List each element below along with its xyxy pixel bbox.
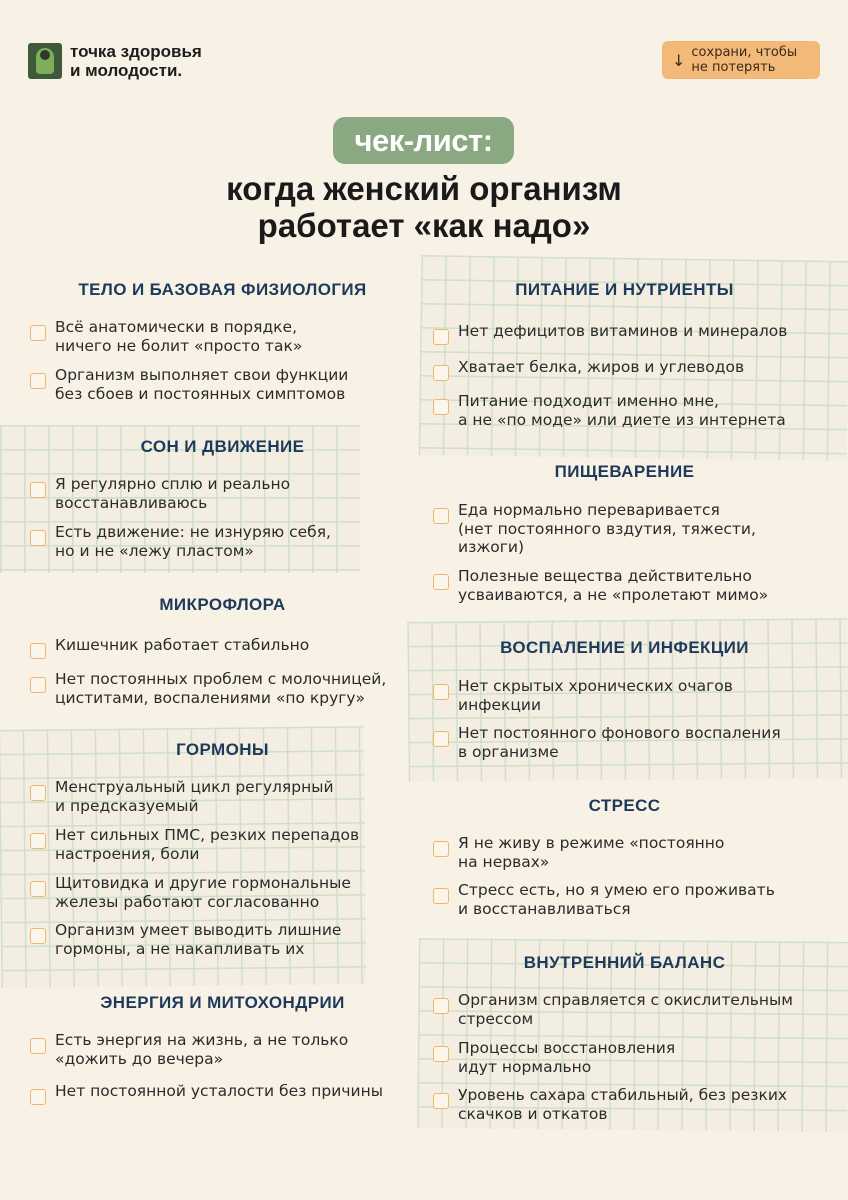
checklist-item-text: Есть энергия на жизнь, а не только «дожить до вечера» bbox=[55, 1031, 349, 1068]
section-heading-energy: ЭНЕРГИЯ И МИТОХОНДРИИ bbox=[100, 993, 345, 1012]
page-title bbox=[0, 170, 848, 244]
checkbox[interactable] bbox=[433, 365, 449, 381]
checklist-item-text: Нет скрытых хронических очагов инфекции bbox=[458, 677, 733, 714]
section-heading-digestion: ПИЩЕВАРЕНИЕ bbox=[554, 462, 695, 481]
checkbox[interactable] bbox=[30, 482, 46, 498]
checkbox[interactable] bbox=[30, 373, 46, 389]
checklist-item-text: Всё анатомически в порядке, ничего не болит «просто так» bbox=[55, 318, 303, 355]
checklist-item[interactable] bbox=[30, 523, 415, 560]
section-heading-balance: ВНУТРЕННИЙ БАЛАНС bbox=[523, 953, 726, 972]
checklist-item-text: Я регулярно сплю и реально восстанавливаюсь bbox=[55, 475, 291, 512]
checkbox[interactable] bbox=[30, 530, 46, 546]
checkbox[interactable] bbox=[30, 643, 46, 659]
checklist-item[interactable] bbox=[30, 670, 415, 707]
checkbox[interactable] bbox=[30, 833, 46, 849]
checkbox[interactable] bbox=[433, 1046, 449, 1062]
checklist-item-text: Щитовидка и другие гормональные железы работают согласованно bbox=[55, 874, 351, 911]
arrow-down-icon: ↓ bbox=[672, 50, 686, 70]
checklist-item[interactable] bbox=[433, 1086, 828, 1123]
checklist-item-text: Организм выполняет свои функции без сбоев и постоянных симптомов bbox=[55, 366, 349, 403]
checkbox[interactable] bbox=[433, 574, 449, 590]
checklist-item[interactable] bbox=[433, 567, 828, 604]
checklist-item[interactable] bbox=[433, 322, 828, 345]
section-heading-nutrition: ПИТАНИЕ И НУТРИЕНТЫ bbox=[515, 280, 734, 299]
checklist-item[interactable] bbox=[30, 1031, 415, 1068]
section-heading-microflora: МИКРОФЛОРА bbox=[159, 595, 286, 614]
checkbox[interactable] bbox=[433, 731, 449, 747]
checklist-item-text: Процессы восстановления идут нормально bbox=[458, 1039, 676, 1076]
checkbox[interactable] bbox=[433, 399, 449, 415]
checklist-item-text: Нет постоянной усталости без причины bbox=[55, 1082, 383, 1100]
checklist-item[interactable] bbox=[30, 826, 415, 863]
checklist-item[interactable] bbox=[30, 366, 415, 403]
avatar bbox=[28, 43, 62, 79]
checkbox[interactable] bbox=[30, 928, 46, 944]
checklist-item[interactable] bbox=[433, 1039, 828, 1076]
checklist-item-text: Организм справляется с окислительным стрессом bbox=[458, 991, 793, 1028]
checklist-item[interactable] bbox=[30, 636, 415, 659]
checkbox[interactable] bbox=[433, 888, 449, 904]
checklist-item-text: Организм умеет выводить лишние гормоны, а не накапливать их bbox=[55, 921, 342, 958]
checklist-item-text: Нет сильных ПМС, резких перепадов настроения, боли bbox=[55, 826, 360, 863]
checkbox[interactable] bbox=[433, 998, 449, 1014]
checklist-item-text: Питание подходит именно мне, а не «по моде» или диете из интернета bbox=[458, 392, 786, 429]
brand-name: точка здоровья и молодости. bbox=[70, 42, 202, 80]
checklist-item[interactable] bbox=[433, 392, 828, 429]
checklist-tag-label: чек-лист: bbox=[354, 122, 493, 158]
checklist-item[interactable] bbox=[433, 358, 828, 381]
checklist-item[interactable] bbox=[433, 501, 828, 557]
save-badge bbox=[662, 41, 820, 79]
checkbox[interactable] bbox=[433, 329, 449, 345]
checklist-item-text: Я не живу в режиме «постоянно на нервах» bbox=[458, 834, 725, 871]
checklist-item-text: Уровень сахара стабильный, без резких скачков и откатов bbox=[458, 1086, 788, 1123]
checklist-item-text: Нет дефицитов витаминов и минералов bbox=[458, 322, 788, 340]
checklist-item[interactable] bbox=[433, 834, 828, 871]
checklist-item-text: Нет постоянного фонового воспаления в организме bbox=[458, 724, 781, 761]
checklist-tag bbox=[333, 117, 514, 164]
checklist-item[interactable] bbox=[30, 318, 415, 355]
page-title-line-1: когда женский организм bbox=[226, 170, 622, 207]
checklist-item[interactable] bbox=[30, 874, 415, 911]
checklist-item[interactable] bbox=[433, 991, 828, 1028]
checklist-item[interactable] bbox=[30, 475, 415, 512]
checklist-item[interactable] bbox=[30, 778, 415, 815]
section-heading-sleep: СОН И ДВИЖЕНИЕ bbox=[140, 437, 305, 456]
checkbox[interactable] bbox=[433, 508, 449, 524]
checklist-item[interactable] bbox=[30, 1082, 415, 1105]
checklist-item-text: Стресс есть, но я умею его проживать и восстанавливаться bbox=[458, 881, 775, 918]
checkbox[interactable] bbox=[30, 677, 46, 693]
checklist-item[interactable] bbox=[433, 677, 828, 714]
checklist-item-text: Нет постоянных проблем с молочницей, циститами, воспалениями «по кругу» bbox=[55, 670, 387, 707]
checklist-item[interactable] bbox=[433, 724, 828, 761]
checkbox[interactable] bbox=[433, 1093, 449, 1109]
section-heading-body: ТЕЛО И БАЗОВАЯ ФИЗИОЛОГИЯ bbox=[78, 280, 367, 299]
checklist-item-text: Кишечник работает стабильно bbox=[55, 636, 310, 654]
checklist-item-text: Еда нормально переваривается (нет постоянного вздутия, тяжести, изжоги) bbox=[458, 501, 756, 556]
checkbox[interactable] bbox=[30, 325, 46, 341]
checkbox[interactable] bbox=[433, 841, 449, 857]
checklist-item-text: Менструальный цикл регулярный и предсказуемый bbox=[55, 778, 334, 815]
checklist-item-text: Полезные вещества действительно усваиваются, а не «пролетают мимо» bbox=[458, 567, 769, 604]
checklist-item[interactable] bbox=[30, 921, 415, 958]
checklist-item-text: Есть движение: не изнуряю себя, но и не «лежу пластом» bbox=[55, 523, 331, 560]
checkbox[interactable] bbox=[30, 785, 46, 801]
save-badge-text: сохрани, чтобы не потерять bbox=[691, 45, 798, 75]
checklist-item[interactable] bbox=[433, 881, 828, 918]
page-title-line-2: работает «как надо» bbox=[257, 207, 591, 244]
checkbox[interactable] bbox=[30, 1038, 46, 1054]
checkbox[interactable] bbox=[30, 881, 46, 897]
checkbox[interactable] bbox=[433, 684, 449, 700]
section-heading-inflammation: ВОСПАЛЕНИЕ И ИНФЕКЦИИ bbox=[500, 638, 749, 657]
section-heading-hormones: ГОРМОНЫ bbox=[176, 740, 269, 759]
checkbox[interactable] bbox=[30, 1089, 46, 1105]
brand bbox=[28, 42, 202, 80]
section-heading-stress: СТРЕСС bbox=[588, 796, 661, 815]
checklist-item-text: Хватает белка, жиров и углеводов bbox=[458, 358, 745, 376]
